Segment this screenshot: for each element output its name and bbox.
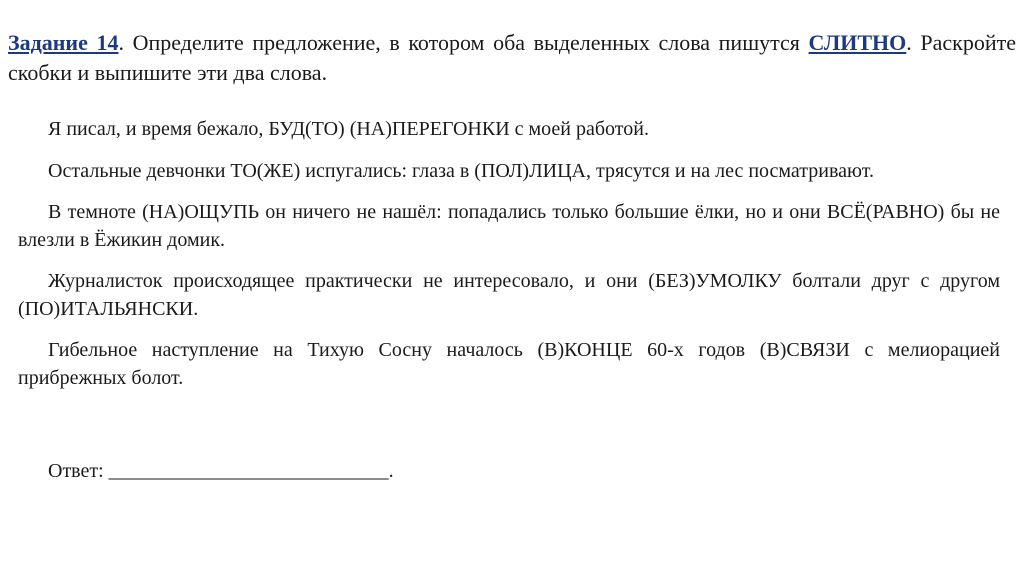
task-statement	[8, 28, 1016, 88]
task-keyword: СЛИТНО	[808, 30, 907, 55]
task-instruction-part-2: . Раскройте скобки и выпишите эти два слова.	[8, 30, 1016, 85]
sentence-4: Журналисток происходящее практически не интересовало, и они (БЕЗ)УМОЛКУ болтали друг с другом (ПО)ИТАЛЬЯНСКИ.	[18, 270, 1000, 320]
answer-line: Ответ: ____________________________.	[48, 460, 394, 482]
sentence-5: Гибельное наступление на Тихую Сосну началось (В)КОНЦЕ 60-х годов (В)СВЯЗИ с мелиорацией прибрежных болот.	[18, 339, 1000, 389]
task-number-label: Задание 14	[8, 30, 119, 55]
sentence-3: В темноте (НА)ОЩУПЬ он ничего не нашёл: попадались только большие ёлки, но и они ВСЁ(РАВНО) бы не влезли в Ёжикин домик.	[18, 201, 1000, 251]
sentence-list	[18, 116, 1000, 406]
task-instruction-part-1: . Определите предложение, в котором оба выделенных слова пишутся	[118, 30, 809, 55]
sentence-2: Остальные девчонки ТО(ЖЕ) испугались: глаза в (ПОЛ)ЛИЦА, трясутся и на лес посматривают.	[48, 159, 874, 182]
sentence-1: Я писал, и время бежало, БУД(ТО) (НА)ПЕРЕГОНКИ с моей работой.	[48, 118, 649, 140]
